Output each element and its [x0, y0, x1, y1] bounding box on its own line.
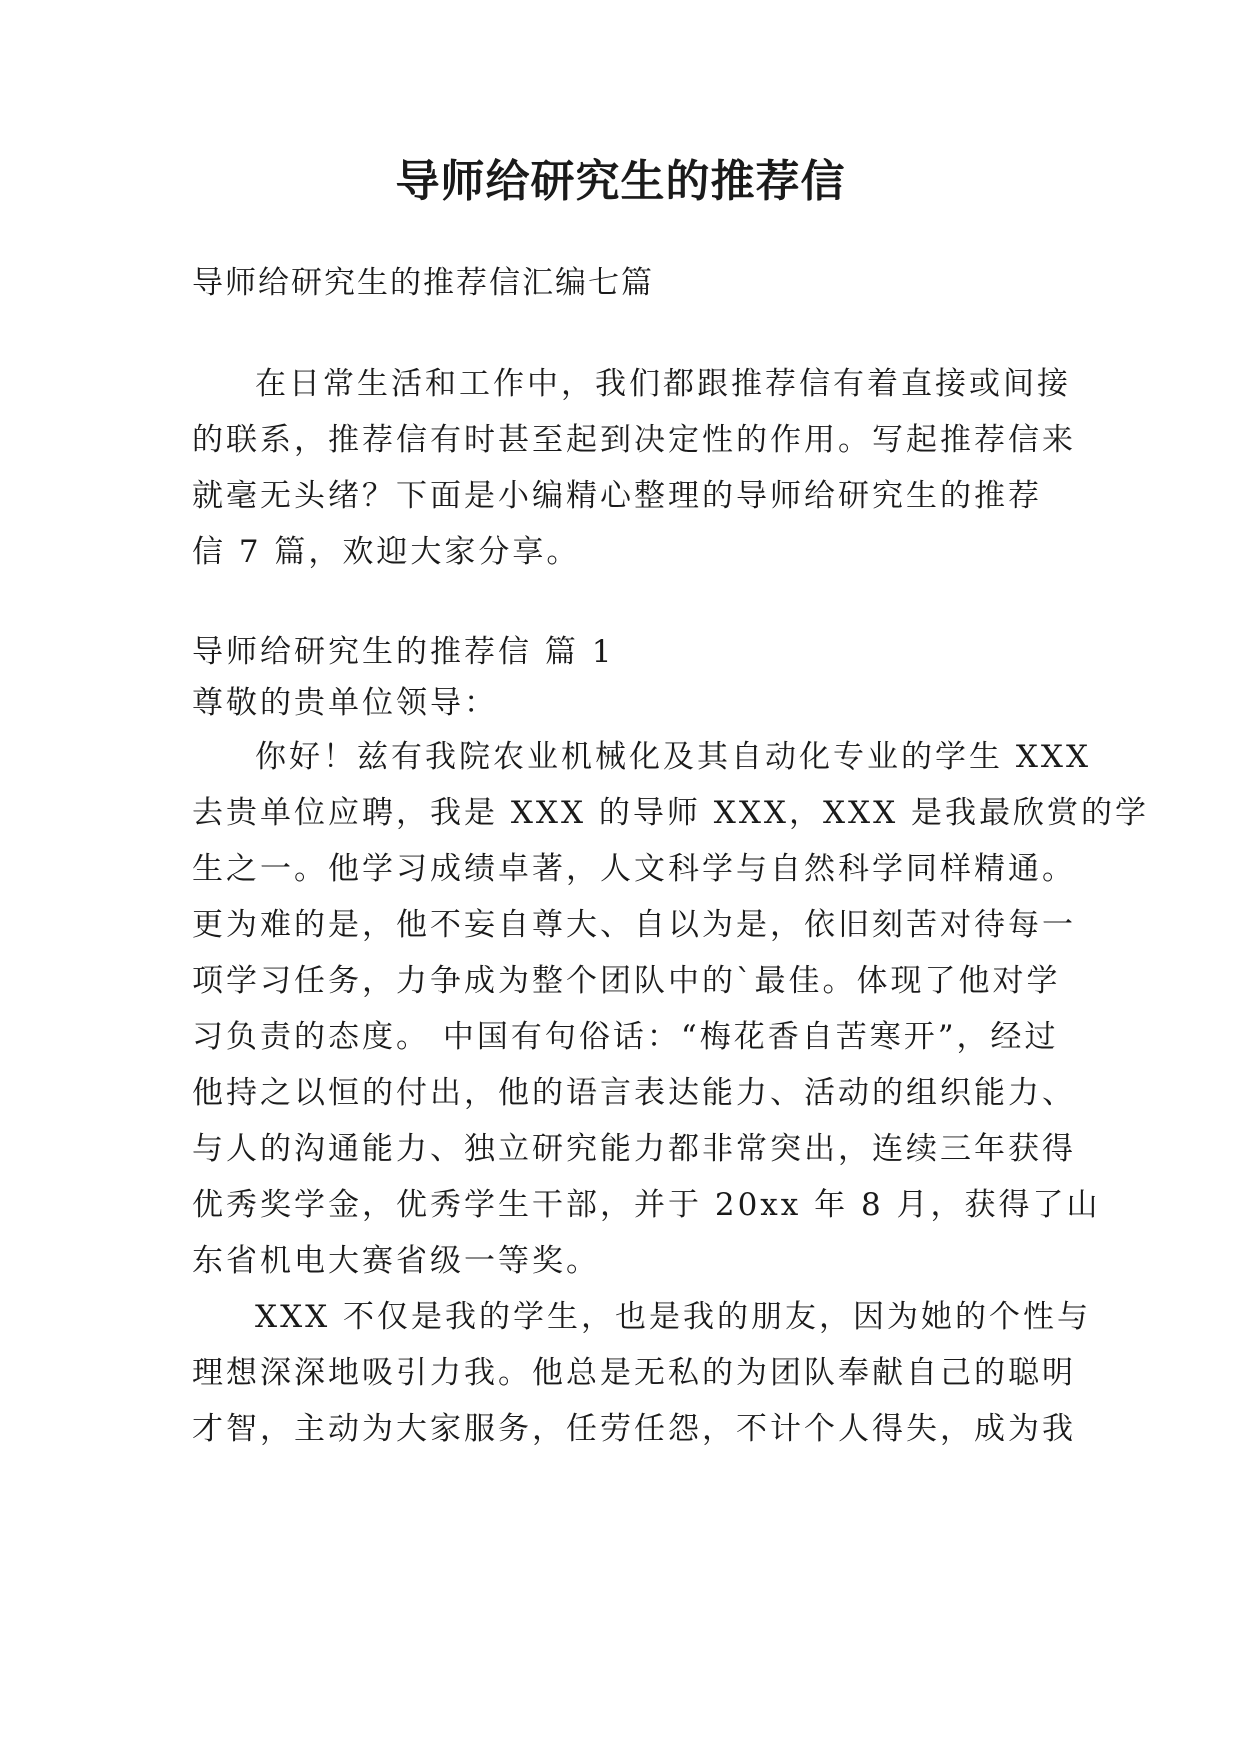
paragraph-line: 项学习任务，力争成为整个团队中的`最佳。体现了他对学 — [192, 963, 1061, 999]
document-title: 导师给研究生的推荐信 — [395, 156, 846, 207]
paragraph-line: 习负责的态度。 中国有句俗话：“梅花香自苦寒开”，经过 — [192, 1019, 1059, 1055]
intro-line: 在日常生活和工作中，我们都跟推荐信有着直接或间接 — [255, 366, 1071, 402]
paragraph-line: 优秀奖学金，优秀学生干部，并于 20xx 年 8 月，获得了山 — [192, 1187, 1101, 1223]
section-heading: 导师给研究生的推荐信 篇 1 — [192, 634, 615, 670]
paragraph-line: 去贵单位应聘，我是 XXX 的导师 XXX，XXX 是我最欣赏的学 — [192, 795, 1150, 831]
paragraph-line: 他持之以恒的付出，他的语言表达能力、活动的组织能力、 — [192, 1075, 1076, 1111]
intro-line: 就毫无头绪？下面是小编精心整理的导师给研究生的推荐 — [192, 478, 1042, 514]
paragraph-line: 更为难的是，他不妄自尊大、自以为是，依旧刻苦对待每一 — [192, 907, 1076, 943]
paragraph-line: 东省机电大赛省级一等奖。 — [192, 1243, 600, 1279]
document-subtitle: 导师给研究生的推荐信汇编七篇 — [192, 265, 654, 301]
intro-line: 的联系，推荐信有时甚至起到决定性的作用。写起推荐信来 — [192, 422, 1076, 458]
paragraph-line: 生之一。他学习成绩卓著，人文科学与自然科学同样精通。 — [192, 851, 1076, 887]
paragraph-line: 才智，主动为大家服务，任劳任怨，不计个人得失，成为我 — [192, 1411, 1076, 1447]
paragraph-line: XXX 不仅是我的学生，也是我的朋友，因为她的个性与 — [255, 1299, 1092, 1335]
paragraph-line: 理想深深地吸引力我。他总是无私的为团队奉献自己的聪明 — [192, 1355, 1076, 1391]
paragraph-line: 你好！兹有我院农业机械化及其自动化专业的学生 XXX — [255, 739, 1092, 775]
salutation: 尊敬的贵单位领导： — [192, 685, 498, 721]
intro-line: 信 7 篇，欢迎大家分享。 — [192, 534, 581, 570]
paragraph-line: 与人的沟通能力、独立研究能力都非常突出，连续三年获得 — [192, 1131, 1076, 1167]
